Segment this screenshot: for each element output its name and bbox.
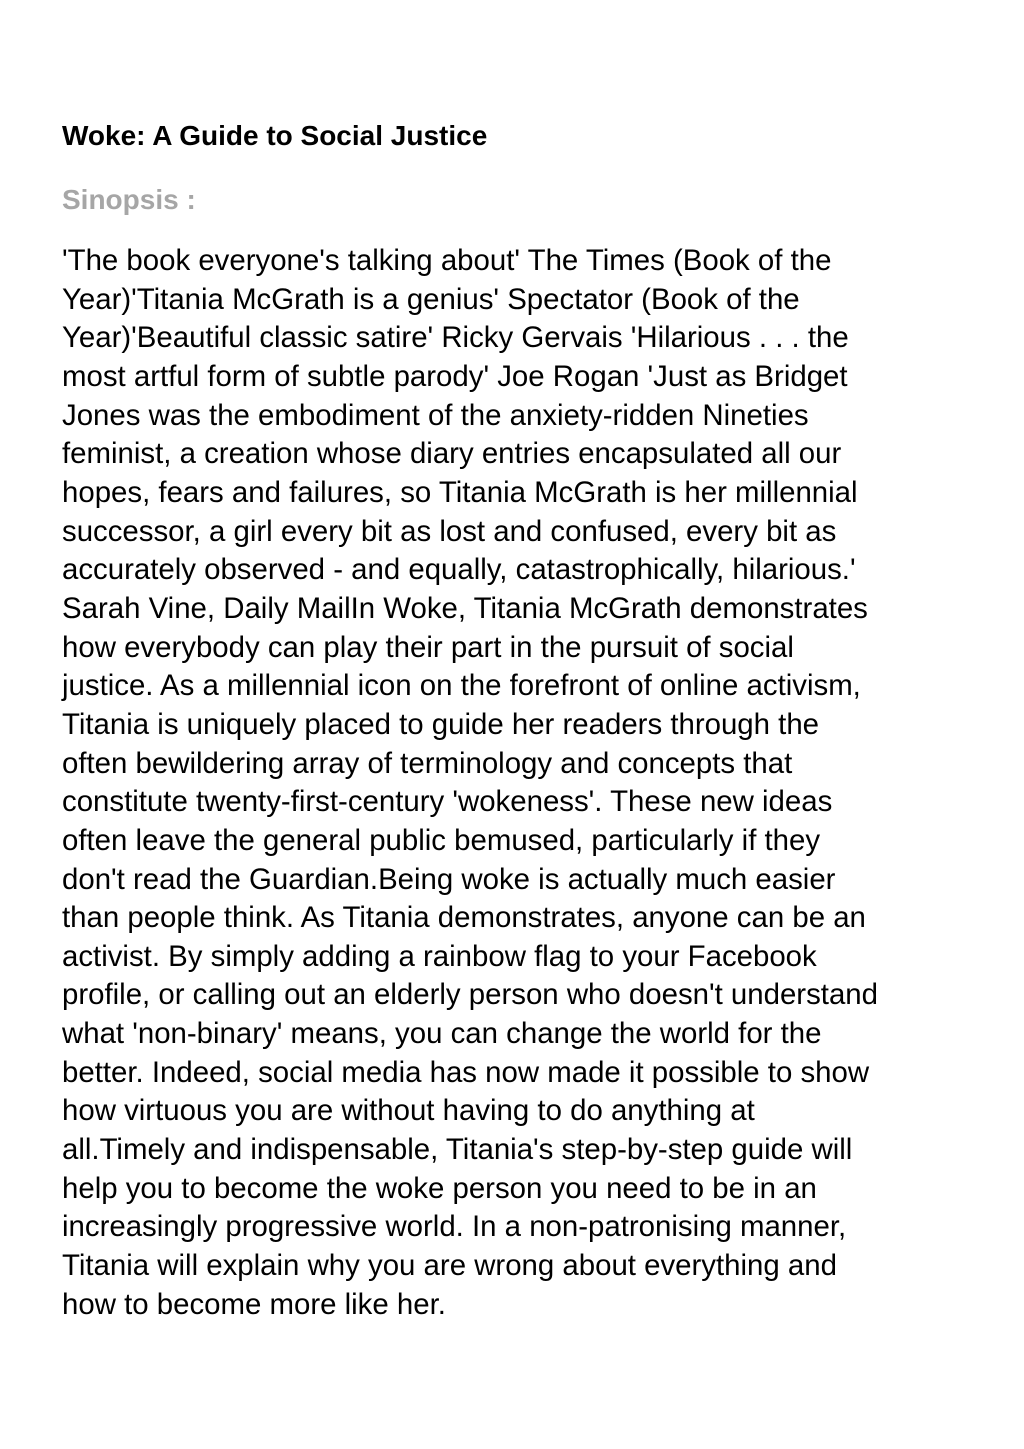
synopsis-line: profile, or calling out an elderly person who doesn't understand <box>62 978 878 1012</box>
synopsis-line: Titania is uniquely placed to guide her readers through the <box>62 707 820 741</box>
synopsis-line: Year)'Beautiful classic satire' Ricky Gervais 'Hilarious . . . the <box>62 321 849 355</box>
synopsis-line: most artful form of subtle parody' Joe Rogan 'Just as Bridget <box>62 359 848 393</box>
synopsis-line: accurately observed - and equally, catastrophically, hilarious.' <box>62 553 856 587</box>
synopsis-line: what 'non-binary' means, you can change the world for the <box>62 1017 822 1051</box>
book-title: Woke: A Guide to Social Justice <box>62 120 488 151</box>
synopsis-line: feminist, a creation whose diary entries encapsulated all our <box>62 437 842 471</box>
synopsis-line: how everybody can play their part in the pursuit of social <box>62 630 794 664</box>
synopsis-line: successor, a girl every bit as lost and confused, every bit as <box>62 514 837 548</box>
synopsis-line: don't read the Guardian.Being woke is actually much easier <box>62 862 836 896</box>
synopsis-line: Titania will explain why you are wrong about everything and <box>62 1249 837 1283</box>
synopsis-text <box>62 242 962 1324</box>
synopsis-line: increasingly progressive world. In a non-patronising manner, <box>62 1210 847 1244</box>
synopsis-line: 'The book everyone's talking about' The Times (Book of the <box>62 244 832 277</box>
synopsis-line: how to become more like her. <box>62 1287 446 1321</box>
synopsis-line: all.Timely and indispensable, Titania's step-by-step guide will <box>62 1133 853 1167</box>
synopsis-line: hopes, fears and failures, so Titania McGrath is her millennial <box>62 475 858 509</box>
synopsis-line: help you to become the woke person you need to be in an <box>62 1171 817 1205</box>
synopsis-line: Sarah Vine, Daily MailIn Woke, Titania McGrath demonstrates <box>62 591 868 625</box>
synopsis-line: often leave the general public bemused, particularly if they <box>62 823 821 857</box>
synopsis-line: Jones was the embodiment of the anxiety-ridden Nineties <box>62 398 809 432</box>
synopsis-line: how virtuous you are without having to do anything at <box>62 1094 755 1128</box>
synopsis-line: than people think. As Titania demonstrates, anyone can be an <box>62 901 866 935</box>
document-page <box>62 118 962 1324</box>
synopsis-line: constitute twenty-first-century 'wokeness'. These new ideas <box>62 785 833 819</box>
synopsis-line: better. Indeed, social media has now made it possible to show <box>62 1055 870 1089</box>
synopsis-heading: Sinopsis : <box>62 184 196 215</box>
synopsis-line: often bewildering array of terminology and concepts that <box>62 746 793 780</box>
synopsis-line: justice. As a millennial icon on the forefront of online activism, <box>62 669 861 703</box>
synopsis-line: Year)'Titania McGrath is a genius' Spectator (Book of the <box>62 282 800 316</box>
synopsis-line: activist. By simply adding a rainbow flag to your Facebook <box>62 939 817 973</box>
